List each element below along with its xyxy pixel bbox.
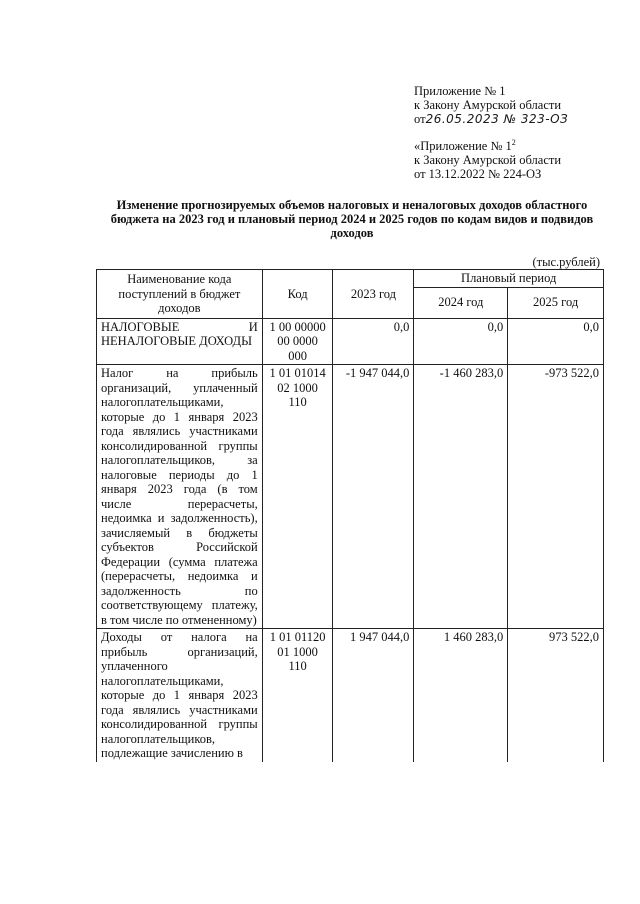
row-value-2025: 0,0: [508, 318, 604, 365]
row-value-2025: 973 522,0: [508, 629, 604, 762]
row-name: Налог на прибыль организаций, уплаченный налогоплательщиками, которые до 1 января 2023 года являлись участниками консолидированной группы налогоплательщиков, за налоговые периоды до 1 января 2023 года (в том числе перерасчеты, недоимка и задолженность), зачисляемый в бюджеты субъектов Российской Федерации (сумма платежа (перерасчеты, недоимка и задолженность по соответствующему платежу, в том числе по отмененному): [97, 365, 263, 629]
previous-appendix-law-ref: к Закону Амурской области: [414, 153, 562, 168]
row-name: Доходы от налога на прибыль организаций, уплаченного налогоплательщиками, которые до 1 января 2023 года являлись участниками консолидированной группы налогоплательщиков, подлежащие зачислению в: [97, 629, 263, 762]
table-header-row: [97, 270, 604, 288]
row-value-2023: 1 947 044,0: [333, 629, 414, 762]
table-row: [97, 318, 604, 365]
income-table: [96, 269, 604, 762]
units-label: (тыс.рублей): [532, 255, 600, 269]
row-code: 1 00 00000 00 0000 000: [262, 318, 333, 365]
row-code: 1 01 01014 02 1000 110: [262, 365, 333, 629]
appendix-number: Приложение № 1: [414, 84, 506, 98]
row-code: 1 01 01120 01 1000 110: [262, 629, 333, 762]
row-value-2023: -1 947 044,0: [333, 365, 414, 629]
header-2023: 2023 год: [333, 270, 414, 319]
handwritten-date-number: 26.05.2023 № 323-ОЗ: [425, 112, 569, 126]
table-row: [97, 365, 604, 629]
header-2024: 2024 год: [414, 287, 508, 318]
header-planned-period: Плановый период: [414, 270, 604, 288]
header-name: Наименование кода поступлений в бюджет доходов: [97, 270, 263, 319]
row-value-2024: -1 460 283,0: [414, 365, 508, 629]
previous-appendix-number-sup: 2: [511, 138, 516, 147]
row-value-2023: 0,0: [333, 318, 414, 365]
appendix-date-prefix: от: [414, 112, 426, 126]
appendix-date-line: [414, 112, 568, 126]
row-value-2024: 1 460 283,0: [414, 629, 508, 762]
previous-appendix-block: [414, 136, 561, 181]
row-value-2025: -973 522,0: [508, 365, 604, 629]
row-value-2024: 0,0: [414, 318, 508, 365]
previous-appendix-number: [414, 136, 561, 153]
appendix-law-ref: к Закону Амурской области: [414, 98, 562, 112]
previous-appendix-date: от 13.12.2022 № 224-ОЗ: [414, 167, 542, 182]
document-title: Изменение прогнозируемых объемов налоговых и неналоговых доходов областного бюджета на 2023 год и плановый период 2024 и 2025 годов по кодам видов и подвидов доходов: [110, 198, 594, 240]
header-2025: 2025 год: [508, 287, 604, 318]
table-row: [97, 629, 604, 762]
row-name: НАЛОГОВЫЕ И НЕНАЛОГОВЫЕ ДОХОДЫ: [97, 318, 263, 365]
header-code: Код: [262, 270, 333, 319]
appendix-block: [414, 84, 568, 126]
previous-appendix-number-base: «Приложение № 1: [414, 139, 512, 154]
